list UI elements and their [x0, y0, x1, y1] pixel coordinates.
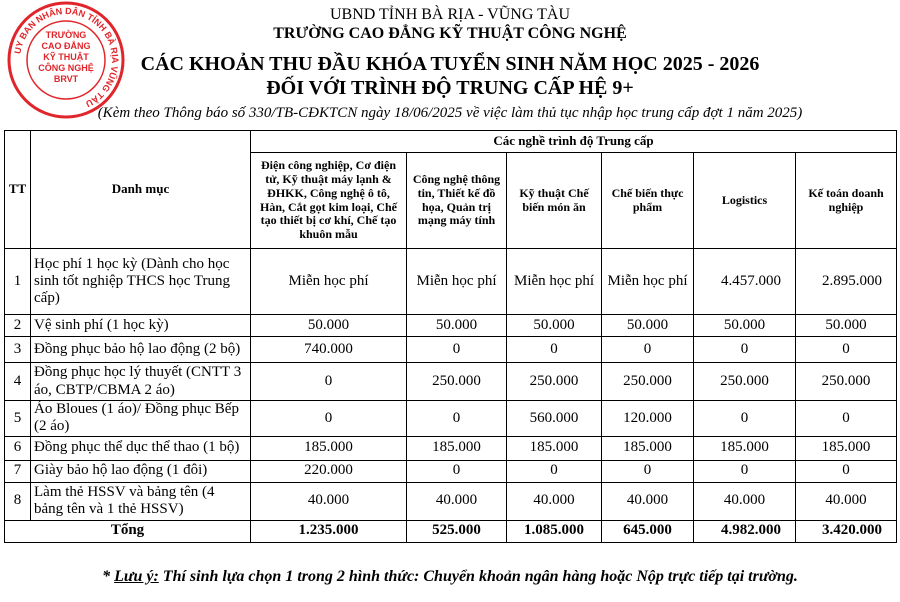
total-value: 4.982.000: [694, 520, 796, 542]
row-value: 0: [407, 401, 507, 437]
page-title: CÁC KHOẢN THU ĐẦU KHÓA TUYỂN SINH NĂM HỌC 2025 - 2026: [140, 53, 760, 75]
total-value: 1.235.000: [251, 520, 407, 542]
row-number: 2: [5, 315, 31, 337]
row-value: 40.000: [407, 482, 507, 520]
total-value: 3.420.000: [796, 520, 897, 542]
row-value: 0: [796, 460, 897, 482]
row-value: 50.000: [602, 315, 694, 337]
row-value: 50.000: [796, 315, 897, 337]
col-tt-header: TT: [5, 131, 31, 249]
col-item-header: Danh mục: [31, 131, 251, 249]
fee-table: [4, 130, 897, 543]
row-value: 0: [796, 337, 897, 363]
group-header: Các nghề trình độ Trung cấp: [251, 131, 897, 153]
row-value: 40.000: [796, 482, 897, 520]
row-value: 250.000: [796, 363, 897, 401]
row-value: 0: [407, 337, 507, 363]
row-value: 50.000: [407, 315, 507, 337]
row-value: 2.895.000: [796, 249, 897, 315]
row-item: Đồng phục học lý thuyết (CNTT 3 áo, CBTP/CBMA 2 áo): [31, 363, 251, 401]
row-value: 185.000: [602, 436, 694, 460]
row-value: 0: [251, 363, 407, 401]
stamp-center-line: TRƯỜNG: [45, 30, 87, 40]
stamp-center-line: KỸ THUẬT: [43, 52, 89, 62]
row-item: Đồng phục thể dục thể thao (1 bộ): [31, 436, 251, 460]
row-item: Đồng phục bảo hộ lao động (2 bộ): [31, 337, 251, 363]
stamp-center-line: BRVT: [53, 74, 79, 84]
row-number: 6: [5, 436, 31, 460]
table-row: [5, 337, 897, 363]
row-value: 40.000: [602, 482, 694, 520]
page-title-2: ĐỐI VỚI TRÌNH ĐỘ TRUNG CẤP HỆ 9+: [266, 77, 634, 99]
total-value: 1.085.000: [507, 520, 602, 542]
row-number: 7: [5, 460, 31, 482]
footnote-prefix: *: [102, 568, 115, 585]
row-value: 50.000: [694, 315, 796, 337]
page-subtitle: (Kèm theo Thông báo số 330/TB-CĐKTCN ngày 18/06/2025 về việc làm thủ tục nhập học trung cấp đợt 1 năm 2025): [97, 105, 803, 121]
row-value: 50.000: [507, 315, 602, 337]
row-item: Áo Bloues (1 áo)/ Đồng phục Bếp (2 áo): [31, 401, 251, 437]
row-value: Miễn học phí: [251, 249, 407, 315]
footnote-text: Thí sinh lựa chọn 1 trong 2 hình thức: Chuyển khoản ngân hàng hoặc Nộp trực tiếp tại trường.: [158, 568, 798, 585]
row-value: 0: [407, 460, 507, 482]
row-value: 185.000: [507, 436, 602, 460]
program-header: Công nghệ thông tin, Thiết kế đồ họa, Quản trị mạng máy tính: [407, 153, 507, 249]
row-value: 0: [251, 401, 407, 437]
row-value: 50.000: [251, 315, 407, 337]
row-item: Vệ sinh phí (1 học kỳ): [31, 315, 251, 337]
row-value: 40.000: [694, 482, 796, 520]
row-value: 0: [602, 337, 694, 363]
total-row: [5, 520, 897, 542]
row-value: 185.000: [407, 436, 507, 460]
total-value: 525.000: [407, 520, 507, 542]
row-value: 560.000: [507, 401, 602, 437]
total-value: 645.000: [602, 520, 694, 542]
row-value: 0: [694, 401, 796, 437]
program-header: Kế toán doanh nghiệp: [796, 153, 897, 249]
table-row: [5, 363, 897, 401]
row-value: 0: [694, 337, 796, 363]
row-value: 120.000: [602, 401, 694, 437]
official-stamp: [6, 0, 126, 120]
row-value: 740.000: [251, 337, 407, 363]
row-value: Miễn học phí: [507, 249, 602, 315]
table-row: [5, 482, 897, 520]
program-header: Logistics: [694, 153, 796, 249]
row-item: Học phí 1 học kỳ (Dành cho học sinh tốt nghiệp THCS học Trung cấp): [31, 249, 251, 315]
row-number: 5: [5, 401, 31, 437]
row-value: 4.457.000: [694, 249, 796, 315]
row-item: Giày bảo hộ lao động (1 đôi): [31, 460, 251, 482]
program-header: Chế biến thực phẩm: [602, 153, 694, 249]
row-value: 250.000: [507, 363, 602, 401]
row-value: 40.000: [251, 482, 407, 520]
row-number: 4: [5, 363, 31, 401]
table-row: [5, 436, 897, 460]
row-number: 8: [5, 482, 31, 520]
row-item: Làm thẻ HSSV và bảng tên (4 bảng tên và 1 thẻ HSSV): [31, 482, 251, 520]
stamp-ring-text: UY BAN NHÂN DÂN TỈNH BÀ RỊA VŨNG TÀU: [12, 5, 121, 110]
header-line-2: TRƯỜNG CAO ĐẲNG KỸ THUẬT CÔNG NGHỆ: [273, 25, 627, 42]
header-line-1: UBND TỈNH BÀ RỊA - VŨNG TÀU: [329, 6, 570, 23]
row-value: 185.000: [251, 436, 407, 460]
program-header: Điện công nghiệp, Cơ điện tử, Kỹ thuật máy lạnh & ĐHKK, Công nghệ ô tô, Hàn, Cắt gọt kim loại, Chế tạo thiết bị cơ khí, Chế tạo khuôn mẫu: [251, 153, 407, 249]
row-value: 250.000: [407, 363, 507, 401]
row-value: 0: [694, 460, 796, 482]
table-row: [5, 460, 897, 482]
row-value: Miễn học phí: [407, 249, 507, 315]
row-number: 1: [5, 249, 31, 315]
program-header: Kỹ thuật Chế biến món ăn: [507, 153, 602, 249]
row-value: 0: [796, 401, 897, 437]
row-value: 220.000: [251, 460, 407, 482]
footnote-label: Lưu ý:: [114, 568, 159, 585]
row-value: 250.000: [694, 363, 796, 401]
row-value: 0: [602, 460, 694, 482]
stamp-center-line: CAO ĐẲNG: [41, 41, 91, 51]
stamp-center-line: CÔNG NGHỆ: [38, 63, 94, 73]
table-row: [5, 315, 897, 337]
row-value: 185.000: [796, 436, 897, 460]
row-value: Miễn học phí: [602, 249, 694, 315]
row-value: 0: [507, 337, 602, 363]
footnote: [0, 568, 900, 586]
table-row: [5, 401, 897, 437]
row-value: 40.000: [507, 482, 602, 520]
row-value: 0: [507, 460, 602, 482]
row-value: 250.000: [602, 363, 694, 401]
total-label: Tổng: [5, 520, 251, 542]
row-value: 185.000: [694, 436, 796, 460]
row-number: 3: [5, 337, 31, 363]
table-row: [5, 249, 897, 315]
